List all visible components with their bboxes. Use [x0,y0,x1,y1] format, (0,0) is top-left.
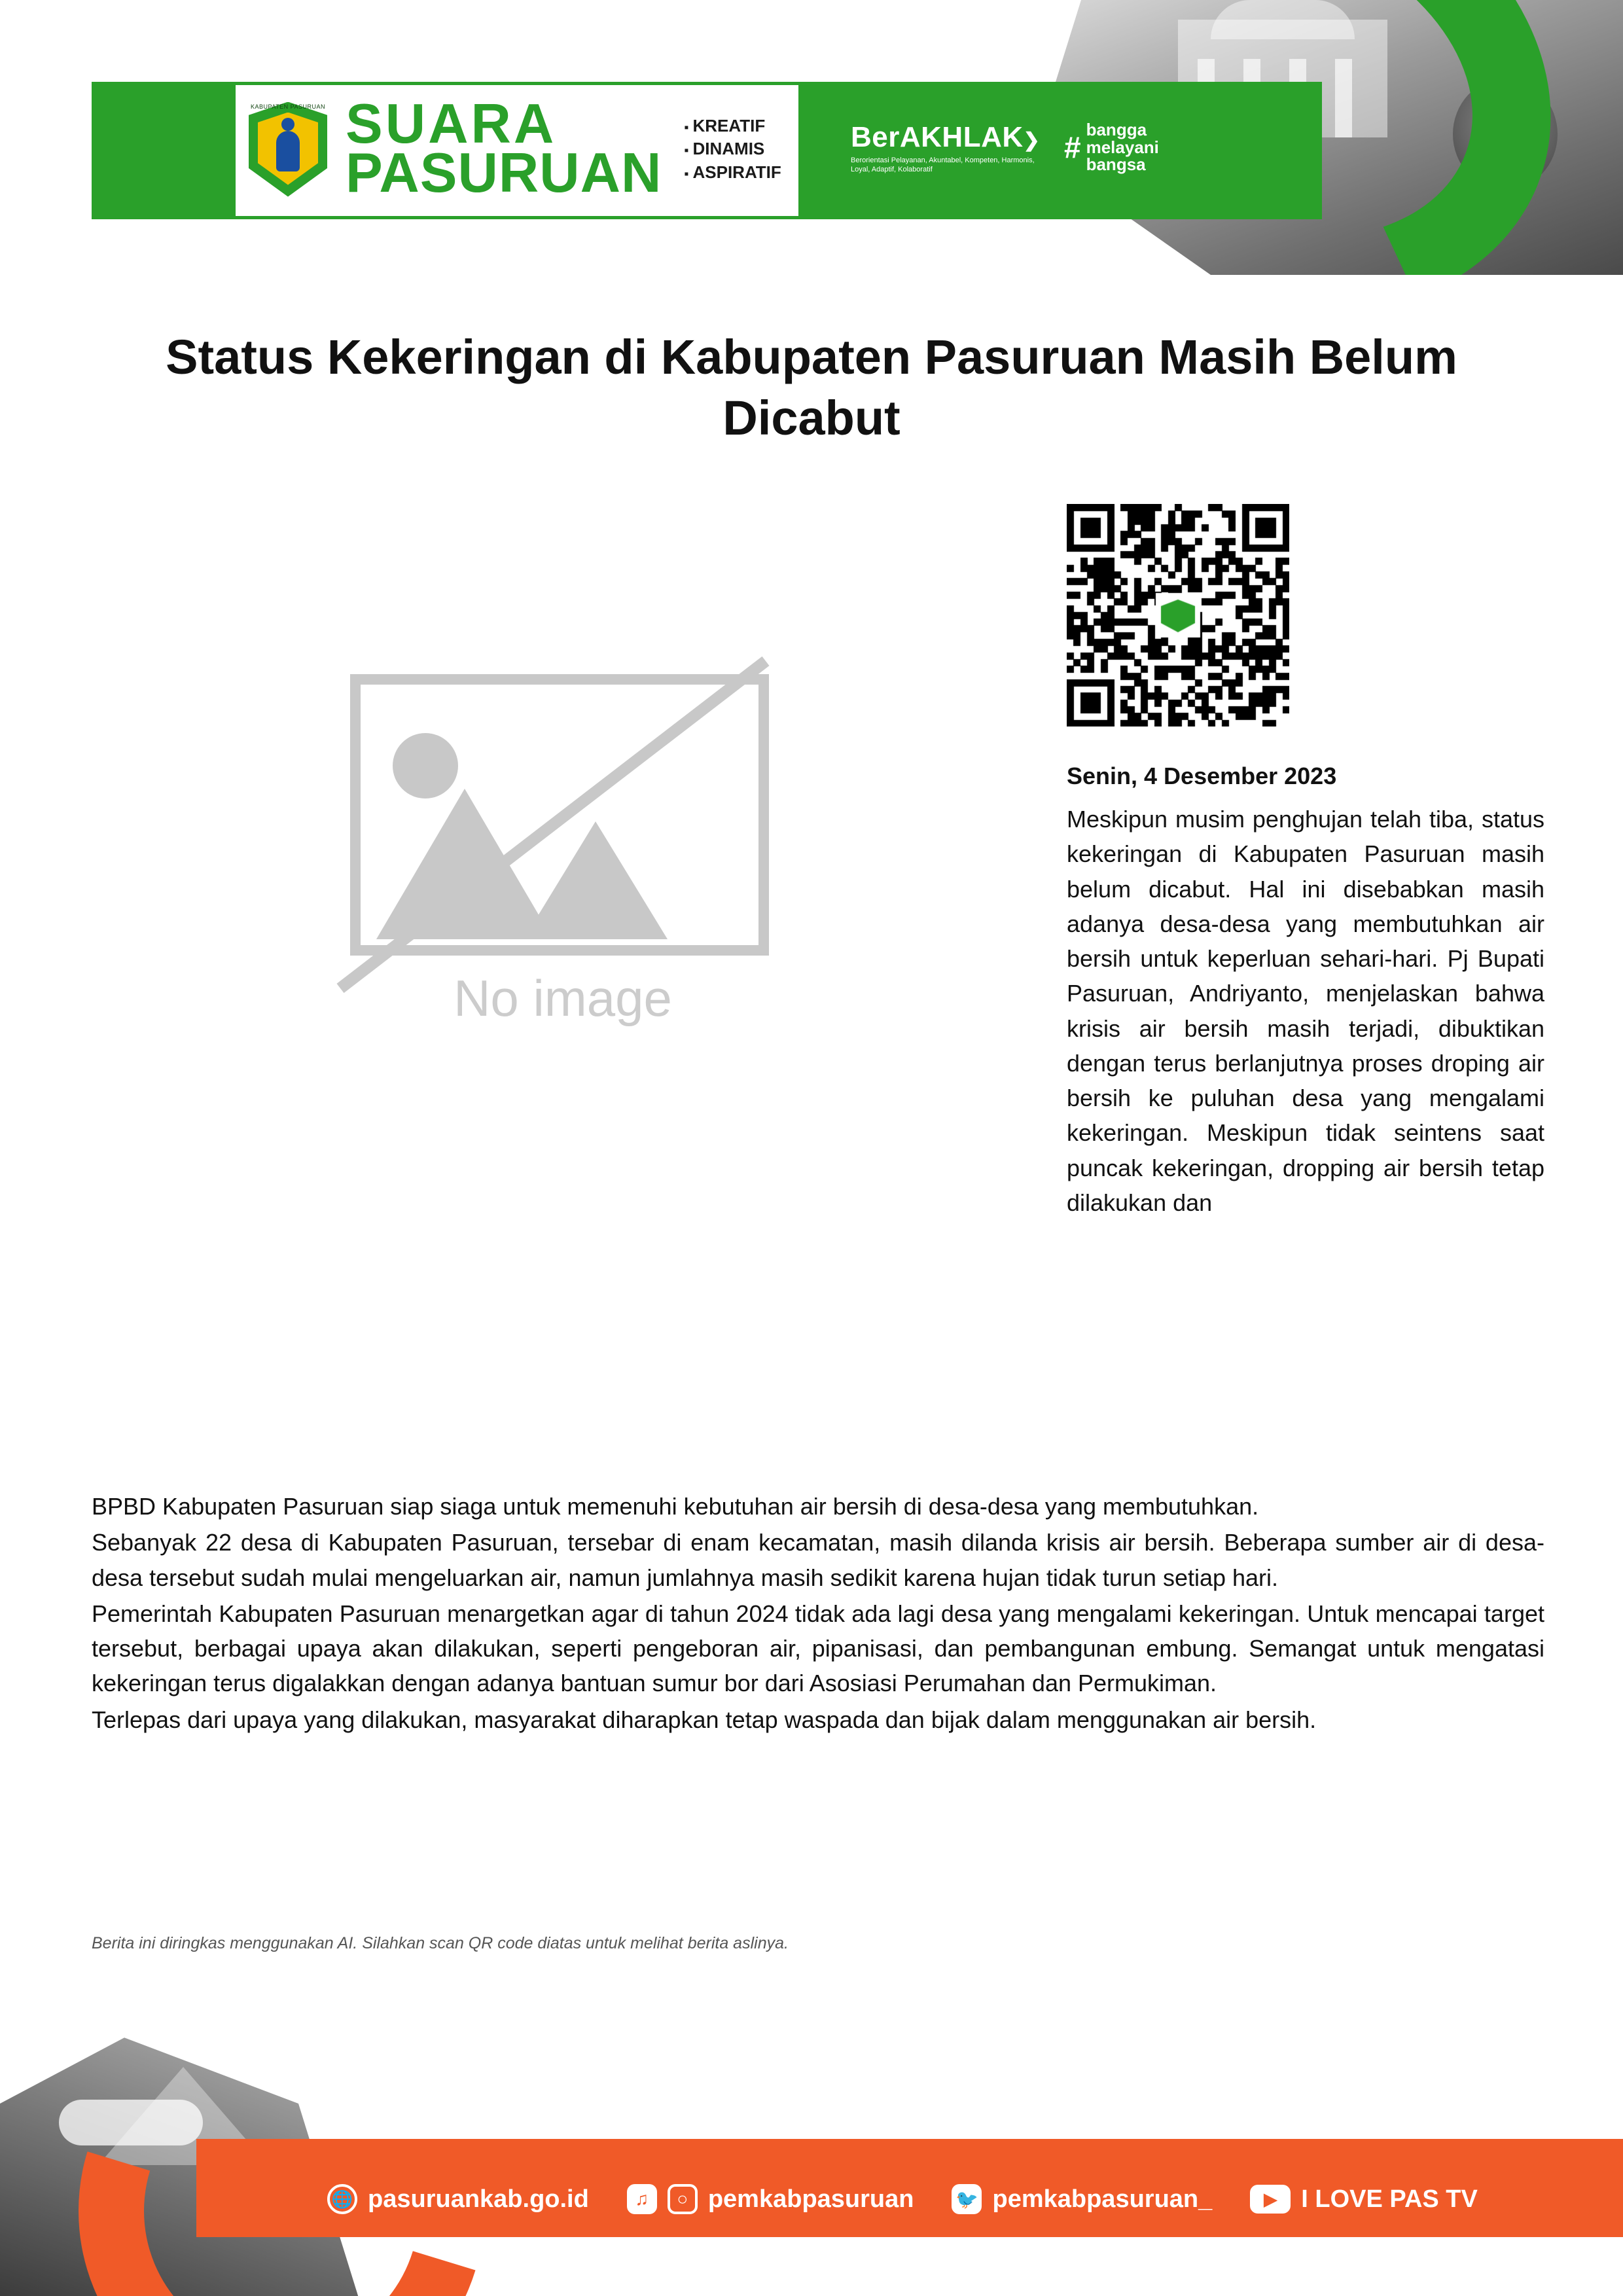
bangga-melayani-bangsa-lockup [1064,121,1159,173]
footer-twitter-label: pemkabpasuruan_ [992,2185,1213,2213]
qr-code[interactable] [1067,504,1289,726]
no-image-slash-icon [314,648,812,1001]
footer-twitter[interactable] [952,2184,1212,2214]
berakhlak-title [851,121,1047,154]
article-paragraph: BPBD Kabupaten Pasuruan siap siaga untuk memenuhi kebutuhan air bersih di desa-desa yang membutuhkan. [92,1493,1259,1520]
footer-youtube-label: I LOVE PAS TV [1301,2185,1478,2213]
instagram-icon: ○ [668,2184,698,2214]
footer-youtube[interactable] [1250,2185,1478,2214]
article-date: Senin, 4 Desember 2023 [1067,762,1337,789]
bangga-line2: melayani [1086,137,1159,157]
footer-contacts [327,2184,1478,2214]
article-paragraph: Sebanyak 22 desa di Kabupaten Pasuruan, tersebar di enam kecamatan, masih dilanda krisis air bersih. Beberapa sumber air di desa-desa tersebut sudah mulai mengeluarkan air, namun jumlahnya masih sedikit karena hujan tidak turun setiap hari. [92,1529,1544,1591]
globe-icon: 🌐 [327,2184,357,2214]
tagline [684,115,781,183]
berakhlak-lockup [851,121,1159,175]
berakhlak-title-text: BerAKHLAK [851,121,1024,153]
tagline-item-0: ▪ KREATIF [684,115,781,137]
footer-website-label: pasuruankab.go.id [368,2185,589,2213]
regency-crest-icon [249,102,327,197]
tiktok-icon: ♫ [627,2184,657,2214]
header [0,0,1623,275]
berakhlak-arrow-icon: ❯ [1023,130,1041,151]
page-title: Status Kekeringan di Kabupaten Pasuruan Masih Belum Dicabut [166,330,1457,445]
berakhlak-subtitle: Berorientasi Pelayanan, Akuntabel, Kompeten, Harmonis, Loyal, Adaptif, Kolaboratif [851,156,1035,173]
no-image-label: No image [454,969,672,1027]
footer-website[interactable] [327,2184,589,2214]
hash-icon: # [1064,130,1081,164]
wordmark-line1: SUARA [346,93,557,156]
tagline-item-2: ▪ ASPIRATIF [684,161,781,184]
footer [0,2021,1623,2296]
article-paragraph: Terlepas dari upaya yang dilakukan, masyarakat diharapkan tetap waspada dan bijak dalam menggunakan air bersih. [92,1706,1317,1733]
crest-label: KABUPATEN PASURUAN [250,103,326,110]
bangga-line1: bangga [1086,120,1147,139]
footer-instagram-label: pemkabpasuruan [707,2185,914,2213]
twitter-icon: 🐦 [952,2184,982,2214]
wordmark-line2: PASURUAN [346,142,662,204]
article-body [92,1489,1544,1738]
image-placeholder [314,648,812,1054]
article-paragraph: Pemerintah Kabupaten Pasuruan menargetkan agar di tahun 2024 tidak ada lagi desa yang mengalami kekeringan. Untuk mencapai target tersebut, berbagai upaya akan dilakukan, seperti pengeboran air, pipanisasi, dan pembangunan embung. Semangat untuk mengatasi kekeringan terus digalakkan dengan adanya bantuan sumur bor dari Asosiasi Perumahan dan Permukiman. [92,1600,1544,1697]
brand-lockup [236,85,798,216]
article-lead: Meskipun musim penghujan telah tiba, status kekeringan di Kabupaten Pasuruan masih belum dicabut. Hal ini disebabkan masih adanya desa-desa yang membutuhkan air bersih untuk keperluan sehari-hari. Pj Bupati Pasuruan, Andriyanto, menjelaskan bahwa krisis air bersih masih terjadi, dibuktikan dengan terus berlanjutnya proses droping air bersih ke puluhan desa yang mengalami kekeringan. Meskipun tidak seintens saat puncak kekeringan, dropping air bersih tetap dilakukan dan [1067,806,1544,1216]
wordmark [346,93,662,204]
ai-summary-note: Berita ini diringkas menggunakan AI. Silahkan scan QR code diatas untuk melihat berita aslinya. [92,1934,789,1952]
bangga-line3: bangsa [1086,154,1146,175]
youtube-icon: ▶ [1250,2185,1291,2214]
footer-instagram[interactable] [627,2184,914,2214]
qr-code-canvas[interactable] [1067,504,1289,726]
tagline-item-1: ▪ DINAMIS [684,137,781,160]
